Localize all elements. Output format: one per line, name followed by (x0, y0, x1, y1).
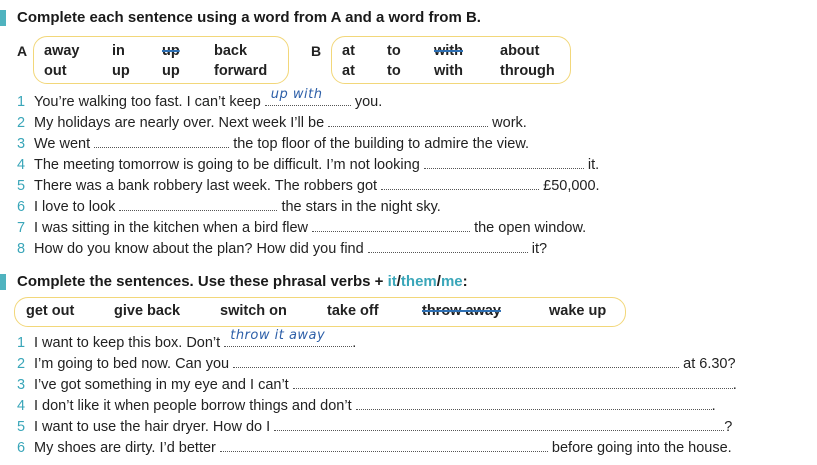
ex2-answer-blank-6[interactable] (220, 437, 548, 452)
ex1-text-4a: The meeting tomorrow is going to be difficult. I’m not looking (34, 157, 424, 173)
ex2-sentence-4 (17, 395, 716, 415)
ex1-answer-blank-3[interactable] (94, 133, 229, 148)
ex1-num-4: 4 (17, 157, 26, 173)
ex2-text-2b: at 6.30? (679, 356, 736, 372)
ex2-heading-slash-1: / (396, 273, 401, 290)
ex1-sentence-1 (17, 87, 383, 111)
ex1-text-1b: you. (350, 94, 383, 110)
word-a-1-3: up (162, 43, 180, 59)
box-b-label: B (311, 43, 322, 59)
verb-wake-up: wake up (549, 303, 607, 319)
ex2-heading-colon: : (462, 273, 468, 290)
ex1-text-3b: the top floor of the building to admire the view. (229, 136, 530, 152)
ex2-text-3a: I’ve got something in my eye and I can’t (34, 377, 293, 393)
ex2-answer-blank-2[interactable] (233, 353, 679, 368)
ex1-text-5b: £50,000. (539, 178, 600, 194)
box-a-label: A (17, 43, 28, 59)
word-a-1-4: back (214, 43, 248, 59)
ex2-handwritten-answer-1: throw it away (230, 328, 326, 343)
ex1-answer-blank-2[interactable] (328, 112, 488, 127)
ex1-text-1a: You’re walking too fast. I can’t keep (34, 94, 265, 110)
ex2-sentence-2 (17, 353, 736, 373)
ex1-answer-blank-8[interactable] (368, 238, 528, 253)
ex1-answer-blank-4[interactable] (424, 154, 584, 169)
ex2-sentence-5 (17, 416, 732, 436)
word-b-1-3: with (434, 43, 463, 59)
word-a-1-2: in (112, 43, 125, 59)
ex1-num-2: 2 (17, 115, 26, 131)
ex2-heading-text: Complete the sentences. Use these phrasal verbs + (17, 273, 388, 290)
ex2-sentence-3 (17, 374, 737, 394)
ex2-sentence-6 (17, 437, 732, 457)
ex2-answer-blank-1[interactable] (224, 328, 352, 347)
ex1-text-4b: it. (583, 157, 600, 173)
ex1-num-8: 8 (17, 241, 26, 257)
ex2-answer-blank-4[interactable] (356, 395, 712, 410)
ex1-num-7: 7 (17, 220, 26, 236)
ex1-num-6: 6 (17, 199, 26, 215)
ex2-text-2a: I’m going to bed now. Can you (34, 356, 234, 372)
ex2-num-5: 5 (17, 419, 26, 435)
ex2-num-6: 6 (17, 440, 26, 456)
word-a-2-3: up (162, 63, 180, 79)
ex2-heading-them: them (400, 273, 437, 290)
word-b-2-3: with (434, 63, 463, 79)
phrasal-verb-box (14, 297, 626, 327)
ex2-text-1a: I want to keep this box. Don’t (34, 335, 225, 351)
word-a-2-1: out (44, 63, 67, 79)
ex2-text-6a: My shoes are dirty. I’d better (34, 440, 220, 456)
ex1-num-1: 1 (17, 94, 26, 110)
word-b-2-1: at (342, 63, 355, 79)
ex2-text-4b: . (711, 398, 716, 414)
verb-get-out: get out (26, 303, 75, 319)
verb-throw-away: throw away (422, 303, 501, 319)
ex1-text-3a: We went (34, 136, 95, 152)
ex1-handwritten-answer-1: up with (270, 87, 323, 102)
ex2-text-4a: I don’t like it when people borrow things and don’t (34, 398, 356, 414)
ex2-num-4: 4 (17, 398, 26, 414)
ex2-heading-it: it (387, 273, 397, 290)
ex1-sentence-2 (17, 112, 527, 132)
ex2-num-2: 2 (17, 356, 26, 372)
ex2-answer-blank-5[interactable] (274, 416, 724, 431)
exercise-2-heading (17, 273, 468, 290)
word-a-2-4: forward (214, 63, 268, 79)
ex1-text-7b: the open window. (470, 220, 587, 236)
ex2-heading-slash-2: / (436, 273, 441, 290)
ex1-answer-blank-6[interactable] (119, 196, 277, 211)
ex1-sentence-8 (17, 238, 547, 258)
exercise-1-heading: Complete each sentence using a word from A and a word from B. (17, 9, 481, 26)
ex2-num-3: 3 (17, 377, 26, 393)
ex1-sentence-3 (17, 133, 529, 153)
ex2-text-5b: ? (724, 419, 733, 435)
ex1-answer-blank-7[interactable] (312, 217, 470, 232)
word-a-1-1: away (44, 43, 80, 59)
word-b-1-4: about (500, 43, 540, 59)
word-b-2-2: to (387, 63, 401, 79)
ex1-num-3: 3 (17, 136, 26, 152)
ex1-text-2b: work. (488, 115, 527, 131)
ex1-text-2a: My holidays are nearly over. Next week I’ll be (34, 115, 329, 131)
ex1-text-5a: There was a bank robbery last week. The robbers got (34, 178, 382, 194)
ex1-sentence-7 (17, 217, 586, 237)
verb-take-off: take off (327, 303, 379, 319)
ex2-sentence-1 (17, 328, 357, 352)
ex1-text-6b: the stars in the night sky. (277, 199, 441, 215)
word-a-2-2: up (112, 63, 130, 79)
word-b-1-1: at (342, 43, 355, 59)
ex1-text-7a: I was sitting in the kitchen when a bird flew (34, 220, 313, 236)
word-box-a (33, 36, 289, 84)
ex1-answer-blank-1[interactable] (265, 87, 351, 106)
ex2-text-3b: . (732, 377, 737, 393)
ex2-num-1: 1 (17, 335, 26, 351)
ex2-text-1b: . (352, 335, 357, 351)
verb-switch-on: switch on (220, 303, 287, 319)
word-b-2-4: through (500, 63, 555, 79)
ex2-text-6b: before going into the house. (547, 440, 732, 456)
ex1-answer-blank-5[interactable] (381, 175, 539, 190)
ex1-sentence-6 (17, 196, 441, 216)
ex1-text-8a: How do you know about the plan? How did you find (34, 241, 368, 257)
ex1-text-6a: I love to look (34, 199, 120, 215)
ex2-answer-blank-3[interactable] (293, 374, 733, 389)
ex2-heading-me: me (440, 273, 463, 290)
ex1-sentence-4 (17, 154, 599, 174)
ex1-num-5: 5 (17, 178, 26, 194)
section-marker-2 (0, 274, 6, 290)
word-box-b (331, 36, 571, 84)
ex2-text-5a: I want to use the hair dryer. How do I (34, 419, 275, 435)
ex1-text-8b: it? (527, 241, 548, 257)
verb-give-back: give back (114, 303, 181, 319)
ex1-sentence-5 (17, 175, 600, 195)
word-b-1-2: to (387, 43, 401, 59)
section-marker-1 (0, 10, 6, 26)
